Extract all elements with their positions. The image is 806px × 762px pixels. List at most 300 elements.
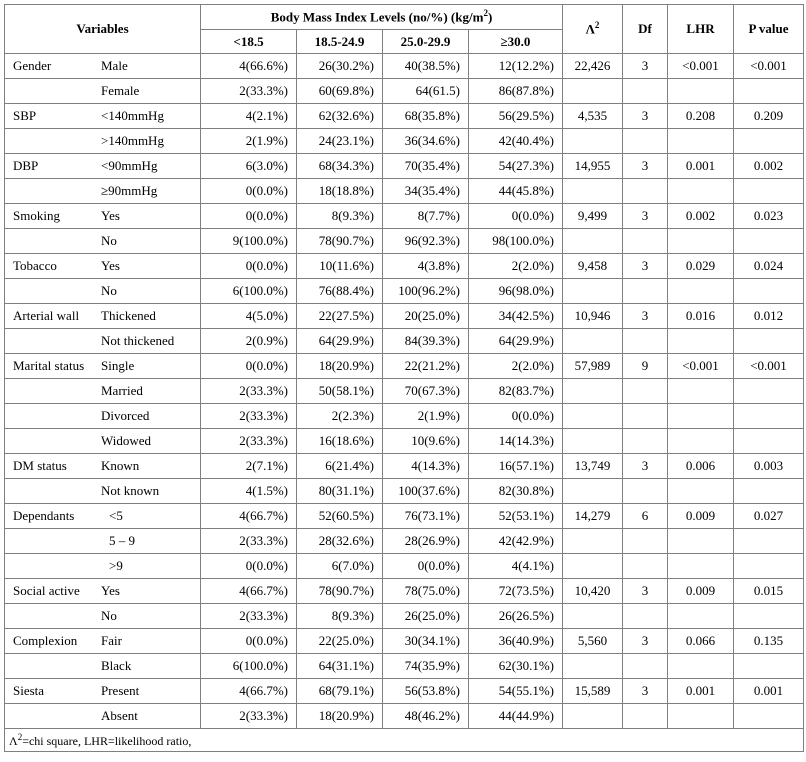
variable-cell: [5, 454, 201, 479]
table-row: [5, 429, 804, 454]
lhr-cell: [668, 404, 734, 429]
category-label: Not thickened: [101, 333, 175, 348]
variable-name: Siesta: [13, 683, 45, 698]
category-label: <90mmHg: [101, 158, 158, 173]
bmi-value-cell: 100(96.2%): [383, 279, 469, 304]
p-value-cell: 0.001: [734, 679, 804, 704]
bmi-value-cell: 0(0.0%): [201, 204, 297, 229]
category-label: Absent: [101, 708, 138, 723]
bmi-value-cell: 24(23.1%): [297, 129, 383, 154]
bmi-value-cell: 100(37.6%): [383, 479, 469, 504]
bmi-value-cell: 76(88.4%): [297, 279, 383, 304]
category-label: Married: [101, 383, 143, 398]
category-label: 5 – 9: [109, 533, 135, 548]
category-label: Thickened: [101, 308, 156, 323]
bmi-value-cell: 28(26.9%): [383, 529, 469, 554]
bmi-table: [4, 4, 804, 752]
chi-square-cell: 15,589: [563, 679, 623, 704]
chi-square-cell: [563, 554, 623, 579]
p-value-cell: [734, 604, 804, 629]
bmi-value-cell: 22(21.2%): [383, 354, 469, 379]
bmi-value-cell: 8(9.3%): [297, 204, 383, 229]
p-value-cell: [734, 479, 804, 504]
bmi-value-cell: 80(31.1%): [297, 479, 383, 504]
bmi-value-cell: 72(73.5%): [469, 579, 563, 604]
p-value-cell: [734, 279, 804, 304]
header-chi-square: $\Lambda^2$: [563, 5, 623, 54]
variable-cell: [5, 79, 201, 104]
df-cell: 3: [623, 304, 668, 329]
variable-cell: [5, 254, 201, 279]
table-row: [5, 79, 804, 104]
table-row: [5, 129, 804, 154]
bmi-value-cell: 0(0.0%): [469, 404, 563, 429]
bmi-value-cell: 16(18.6%): [297, 429, 383, 454]
bmi-value-cell: 52(53.1%): [469, 504, 563, 529]
bmi-value-cell: 2(2.3%): [297, 404, 383, 429]
variable-name: Social active: [13, 583, 80, 598]
p-value-cell: [734, 404, 804, 429]
lhr-cell: [668, 179, 734, 204]
table-row: [5, 354, 804, 379]
bmi-value-cell: 52(60.5%): [297, 504, 383, 529]
p-value-cell: [734, 529, 804, 554]
chi-square-cell: [563, 379, 623, 404]
variable-cell: [5, 354, 201, 379]
bmi-value-cell: 70(35.4%): [383, 154, 469, 179]
category-label: No: [101, 283, 117, 298]
lhr-cell: [668, 604, 734, 629]
bmi-value-cell: 2(33.3%): [201, 404, 297, 429]
table-row: [5, 329, 804, 354]
header-df: Df: [623, 5, 668, 54]
bmi-value-cell: 4(14.3%): [383, 454, 469, 479]
category-label: <140mmHg: [101, 108, 164, 123]
header-p-value: P value: [734, 5, 804, 54]
table-row: [5, 579, 804, 604]
bmi-value-cell: 2(33.3%): [201, 79, 297, 104]
variable-cell: [5, 604, 201, 629]
lhr-cell: [668, 479, 734, 504]
bmi-value-cell: 10(11.6%): [297, 254, 383, 279]
lhr-cell: [668, 654, 734, 679]
chi-square-cell: 13,749: [563, 454, 623, 479]
variable-name: Arterial wall: [13, 308, 80, 323]
df-cell: 3: [623, 254, 668, 279]
bmi-value-cell: 34(35.4%): [383, 179, 469, 204]
chi-square-cell: [563, 229, 623, 254]
p-value-cell: 0.002: [734, 154, 804, 179]
bmi-value-cell: 6(100.0%): [201, 279, 297, 304]
lhr-cell: <0.001: [668, 54, 734, 79]
bmi-value-cell: 4(2.1%): [201, 104, 297, 129]
bmi-value-cell: 96(98.0%): [469, 279, 563, 304]
df-cell: 3: [623, 679, 668, 704]
variable-cell: [5, 404, 201, 429]
p-value-cell: [734, 229, 804, 254]
bmi-value-cell: 12(12.2%): [469, 54, 563, 79]
bmi-value-cell: 56(29.5%): [469, 104, 563, 129]
variable-cell: [5, 554, 201, 579]
lhr-cell: [668, 129, 734, 154]
bmi-value-cell: 18(20.9%): [297, 354, 383, 379]
bmi-value-cell: 4(5.0%): [201, 304, 297, 329]
footnote: $\Lambda^2=chi$ square, LHR=likelihood ratio,: [5, 729, 804, 752]
df-cell: [623, 529, 668, 554]
lhr-cell: 0.006: [668, 454, 734, 479]
header-variables: Variables: [5, 5, 201, 54]
bmi-value-cell: 2(2.0%): [469, 354, 563, 379]
variable-name: Complexion: [13, 633, 78, 648]
category-label: Fair: [101, 633, 122, 648]
bmi-value-cell: 64(61.5): [383, 79, 469, 104]
table-row: [5, 54, 804, 79]
category-label: Yes: [101, 258, 120, 273]
header-bmi-title: Body Mass Index Levels (no/%) $(kg/m^2)$: [201, 5, 563, 30]
variable-cell: [5, 329, 201, 354]
p-value-cell: [734, 179, 804, 204]
chi-square-cell: 57,989: [563, 354, 623, 379]
bmi-value-cell: 4(66.7%): [201, 504, 297, 529]
df-cell: [623, 79, 668, 104]
header-bmi-level: <18.5: [201, 30, 297, 54]
lhr-cell: 0.016: [668, 304, 734, 329]
df-cell: 3: [623, 579, 668, 604]
chi-square-cell: 10,946: [563, 304, 623, 329]
chi-square-cell: [563, 654, 623, 679]
bmi-value-cell: 18(18.8%): [297, 179, 383, 204]
lhr-cell: 0.009: [668, 579, 734, 604]
lhr-cell: [668, 279, 734, 304]
table-row: [5, 454, 804, 479]
category-label: Not known: [101, 483, 160, 498]
variable-cell: [5, 429, 201, 454]
bmi-value-cell: 34(42.5%): [469, 304, 563, 329]
bmi-value-cell: 28(32.6%): [297, 529, 383, 554]
bmi-value-cell: 20(25.0%): [383, 304, 469, 329]
header-bmi-level: 18.5-24.9: [297, 30, 383, 54]
bmi-value-cell: 64(29.9%): [469, 329, 563, 354]
bmi-value-cell: 84(39.3%): [383, 329, 469, 354]
p-value-cell: 0.015: [734, 579, 804, 604]
variable-cell: [5, 204, 201, 229]
bmi-value-cell: 0(0.0%): [201, 254, 297, 279]
df-cell: [623, 429, 668, 454]
table-row: [5, 704, 804, 729]
variable-cell: [5, 304, 201, 329]
bmi-value-cell: 98(100.0%): [469, 229, 563, 254]
bmi-value-cell: 9(100.0%): [201, 229, 297, 254]
bmi-value-cell: 82(30.8%): [469, 479, 563, 504]
bmi-value-cell: 6(100.0%): [201, 654, 297, 679]
category-label: Black: [101, 658, 132, 673]
bmi-value-cell: 10(9.6%): [383, 429, 469, 454]
variable-name: SBP: [13, 108, 37, 123]
variable-cell: [5, 679, 201, 704]
chi-square-cell: 4,535: [563, 104, 623, 129]
chi-square-cell: 9,499: [563, 204, 623, 229]
bmi-value-cell: 0(0.0%): [201, 354, 297, 379]
bmi-value-cell: 16(57.1%): [469, 454, 563, 479]
variable-cell: [5, 629, 201, 654]
table-row: [5, 179, 804, 204]
category-label: Known: [101, 458, 140, 473]
chi-square-cell: [563, 129, 623, 154]
bmi-value-cell: 44(44.9%): [469, 704, 563, 729]
df-cell: [623, 279, 668, 304]
df-cell: [623, 379, 668, 404]
table-row: [5, 504, 804, 529]
p-value-cell: 0.024: [734, 254, 804, 279]
bmi-value-cell: 2(33.3%): [201, 529, 297, 554]
df-cell: 9: [623, 354, 668, 379]
category-label: Yes: [101, 208, 120, 223]
bmi-value-cell: 26(25.0%): [383, 604, 469, 629]
table-row: [5, 529, 804, 554]
bmi-value-cell: 68(35.8%): [383, 104, 469, 129]
bmi-value-cell: 36(34.6%): [383, 129, 469, 154]
p-value-cell: [734, 554, 804, 579]
table-row: [5, 104, 804, 129]
chi-square-cell: [563, 529, 623, 554]
chi-square-cell: 14,955: [563, 154, 623, 179]
bmi-value-cell: 64(29.9%): [297, 329, 383, 354]
p-value-cell: [734, 704, 804, 729]
bmi-value-cell: 0(0.0%): [201, 629, 297, 654]
lhr-cell: [668, 329, 734, 354]
chi-square-cell: 10,420: [563, 579, 623, 604]
bmi-value-cell: 0(0.0%): [201, 554, 297, 579]
df-cell: [623, 229, 668, 254]
bmi-value-cell: 8(9.3%): [297, 604, 383, 629]
bmi-value-cell: 42(42.9%): [469, 529, 563, 554]
p-value-cell: [734, 129, 804, 154]
bmi-value-cell: 4(4.1%): [469, 554, 563, 579]
bmi-value-cell: 6(21.4%): [297, 454, 383, 479]
p-value-cell: [734, 379, 804, 404]
variable-cell: [5, 229, 201, 254]
bmi-value-cell: 2(7.1%): [201, 454, 297, 479]
bmi-value-cell: 4(3.8%): [383, 254, 469, 279]
bmi-value-cell: 22(27.5%): [297, 304, 383, 329]
df-cell: 3: [623, 54, 668, 79]
bmi-value-cell: 2(1.9%): [383, 404, 469, 429]
table-row: [5, 204, 804, 229]
lhr-cell: 0.029: [668, 254, 734, 279]
bmi-value-cell: 68(34.3%): [297, 154, 383, 179]
table-row: [5, 304, 804, 329]
p-value-cell: 0.209: [734, 104, 804, 129]
bmi-value-cell: 2(33.3%): [201, 379, 297, 404]
category-label: Female: [101, 83, 140, 98]
table-row: [5, 554, 804, 579]
bmi-value-cell: 62(30.1%): [469, 654, 563, 679]
chi-square-cell: [563, 79, 623, 104]
category-label: >9: [109, 558, 123, 573]
lhr-cell: [668, 229, 734, 254]
bmi-value-cell: 60(69.8%): [297, 79, 383, 104]
chi-square-cell: 9,458: [563, 254, 623, 279]
df-cell: [623, 404, 668, 429]
bmi-value-cell: 30(34.1%): [383, 629, 469, 654]
bmi-value-cell: 40(38.5%): [383, 54, 469, 79]
lhr-cell: 0.009: [668, 504, 734, 529]
bmi-value-cell: 2(33.3%): [201, 704, 297, 729]
lhr-cell: [668, 529, 734, 554]
bmi-value-cell: 50(58.1%): [297, 379, 383, 404]
bmi-value-cell: 2(2.0%): [469, 254, 563, 279]
variable-cell: [5, 479, 201, 504]
bmi-value-cell: 44(45.8%): [469, 179, 563, 204]
category-label: Yes: [101, 583, 120, 598]
table-row: [5, 654, 804, 679]
chi-square-cell: 14,279: [563, 504, 623, 529]
table-row: [5, 229, 804, 254]
lhr-cell: 0.066: [668, 629, 734, 654]
variable-cell: [5, 104, 201, 129]
bmi-value-cell: 76(73.1%): [383, 504, 469, 529]
chi-square-cell: [563, 704, 623, 729]
table-row: [5, 154, 804, 179]
lhr-cell: [668, 429, 734, 454]
bmi-value-cell: 26(30.2%): [297, 54, 383, 79]
df-cell: 6: [623, 504, 668, 529]
bmi-value-cell: 6(7.0%): [297, 554, 383, 579]
lhr-cell: [668, 79, 734, 104]
chi-square-cell: [563, 279, 623, 304]
bmi-value-cell: 36(40.9%): [469, 629, 563, 654]
header-bmi-level: 25.0-29.9: [383, 30, 469, 54]
p-value-cell: <0.001: [734, 54, 804, 79]
variable-name: DBP: [13, 158, 39, 173]
variable-cell: [5, 154, 201, 179]
bmi-value-cell: 6(3.0%): [201, 154, 297, 179]
variable-cell: [5, 179, 201, 204]
category-label: No: [101, 608, 117, 623]
df-cell: [623, 654, 668, 679]
header-bmi-level: ≥30.0: [469, 30, 563, 54]
category-label: >140mmHg: [101, 133, 164, 148]
variable-name: Gender: [13, 58, 52, 73]
bmi-value-cell: 86(87.8%): [469, 79, 563, 104]
df-cell: [623, 179, 668, 204]
variable-name: Tobacco: [13, 258, 57, 273]
lhr-cell: 0.001: [668, 679, 734, 704]
chi-square-cell: 5,560: [563, 629, 623, 654]
bmi-value-cell: 26(26.5%): [469, 604, 563, 629]
category-label: <5: [109, 508, 123, 523]
variable-cell: [5, 529, 201, 554]
bmi-value-cell: 14(14.3%): [469, 429, 563, 454]
bmi-value-cell: 48(46.2%): [383, 704, 469, 729]
p-value-cell: [734, 429, 804, 454]
p-value-cell: [734, 654, 804, 679]
df-cell: [623, 704, 668, 729]
p-value-cell: 0.012: [734, 304, 804, 329]
bmi-value-cell: 2(33.3%): [201, 429, 297, 454]
chi-square-cell: [563, 404, 623, 429]
table-row: [5, 404, 804, 429]
bmi-value-cell: 62(32.6%): [297, 104, 383, 129]
category-label: Divorced: [101, 408, 150, 423]
bmi-value-cell: 4(1.5%): [201, 479, 297, 504]
bmi-value-cell: 64(31.1%): [297, 654, 383, 679]
lhr-cell: 0.208: [668, 104, 734, 129]
variable-cell: [5, 504, 201, 529]
p-value-cell: 0.135: [734, 629, 804, 654]
chi-square-cell: [563, 329, 623, 354]
variable-cell: [5, 129, 201, 154]
df-cell: 3: [623, 104, 668, 129]
df-cell: 3: [623, 154, 668, 179]
variable-name: Dependants: [13, 508, 75, 523]
bmi-value-cell: 0(0.0%): [201, 179, 297, 204]
df-cell: 3: [623, 629, 668, 654]
lhr-cell: [668, 554, 734, 579]
bmi-value-cell: 42(40.4%): [469, 129, 563, 154]
variable-cell: [5, 704, 201, 729]
table-row: [5, 379, 804, 404]
bmi-value-cell: 78(90.7%): [297, 579, 383, 604]
bmi-value-cell: 0(0.0%): [469, 204, 563, 229]
chi-square-cell: [563, 429, 623, 454]
category-label: Single: [101, 358, 135, 373]
bmi-value-cell: 54(55.1%): [469, 679, 563, 704]
p-value-cell: 0.023: [734, 204, 804, 229]
lhr-cell: 0.001: [668, 154, 734, 179]
variable-name: Smoking: [13, 208, 60, 223]
df-cell: [623, 129, 668, 154]
variable-cell: [5, 654, 201, 679]
variable-name: DM status: [13, 458, 67, 473]
chi-square-cell: [563, 179, 623, 204]
p-value-cell: 0.003: [734, 454, 804, 479]
p-value-cell: 0.027: [734, 504, 804, 529]
bmi-value-cell: 78(75.0%): [383, 579, 469, 604]
df-cell: [623, 479, 668, 504]
bmi-value-cell: 4(66.6%): [201, 54, 297, 79]
category-label: ≥90mmHg: [101, 183, 158, 198]
df-cell: 3: [623, 454, 668, 479]
lhr-cell: <0.001: [668, 354, 734, 379]
bmi-value-cell: 4(66.7%): [201, 579, 297, 604]
chi-square-cell: [563, 604, 623, 629]
category-label: Widowed: [101, 433, 152, 448]
table-row: [5, 254, 804, 279]
table-row: [5, 679, 804, 704]
bmi-value-cell: 8(7.7%): [383, 204, 469, 229]
bmi-value-cell: 2(33.3%): [201, 604, 297, 629]
lhr-cell: 0.002: [668, 204, 734, 229]
bmi-value-cell: 74(35.9%): [383, 654, 469, 679]
category-label: Present: [101, 683, 140, 698]
category-label: Male: [101, 58, 128, 73]
bmi-value-cell: 54(27.3%): [469, 154, 563, 179]
df-cell: [623, 329, 668, 354]
df-cell: 3: [623, 204, 668, 229]
chi-square-cell: [563, 479, 623, 504]
bmi-value-cell: 96(92.3%): [383, 229, 469, 254]
variable-cell: [5, 279, 201, 304]
variable-name: Marital status: [13, 358, 85, 373]
bmi-value-cell: 2(0.9%): [201, 329, 297, 354]
category-label: No: [101, 233, 117, 248]
chi-square-cell: 22,426: [563, 54, 623, 79]
table-row: [5, 604, 804, 629]
table-row: [5, 629, 804, 654]
variable-cell: [5, 579, 201, 604]
lhr-cell: [668, 379, 734, 404]
